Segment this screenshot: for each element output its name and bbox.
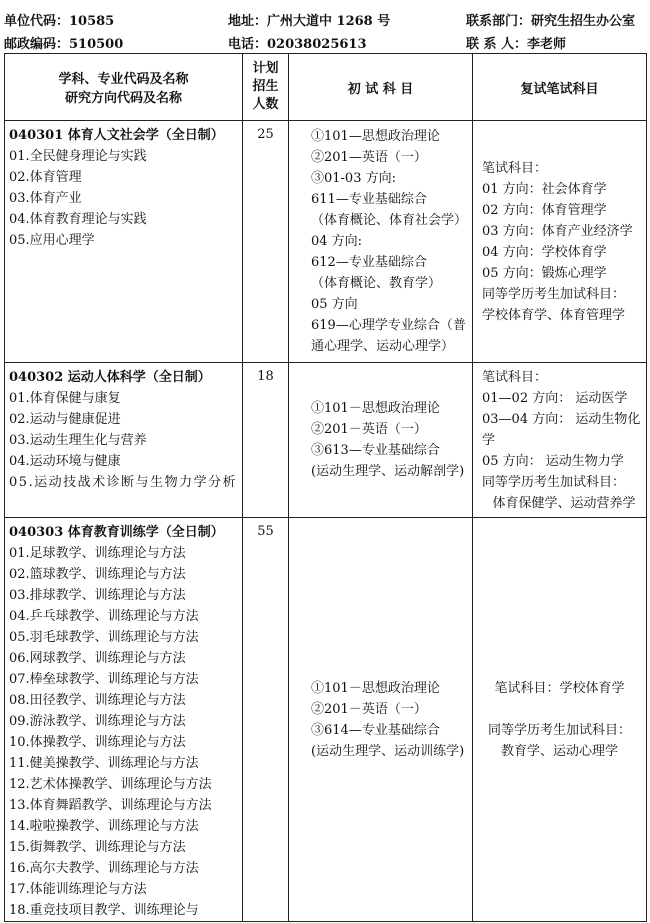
retest-item: 笔试科目：学校体育学 [494,680,625,696]
exam-item: （体育概论、教育学） [311,276,442,291]
contact-person: 联 系 人：李老师 [466,37,567,52]
address: 地址：广州大道中 1268 号 [228,14,391,29]
direction-item: 03.运动生理生化与营养 [9,433,147,448]
direction-item: 02.篮球教学、训练理论与方法 [9,567,186,582]
contact-department: 联系部门：研究生招生办公室 [466,14,636,29]
col-header-quota-line2: 招生 [252,79,279,94]
direction-item: 01.体育保健与康复 [9,391,121,406]
exam-item: 619—心理学专业综合（普 [311,318,466,333]
retest-item: 笔试科目： [482,369,548,385]
retest-item: 学校体育学、体育管理学 [482,307,626,323]
retest-item: 同等学历考生加试科目： [487,722,631,738]
major-title: 040301 体育人文社会学（全日制） [9,128,224,143]
direction-item: 05.应用心理学 [9,233,95,248]
admissions-table [4,53,647,922]
direction-item: 02.体育管理 [9,170,82,185]
retest-item: 05 方向：锻炼心理学 [482,265,607,281]
retest-item: 01—02 方向： 运动医学 [482,390,628,406]
exam-item: 612—专业基础综合 [311,255,427,270]
exam-item: ③614—专业基础综合 [311,722,440,738]
table-row [5,518,647,922]
direction-item: 12.艺术体操教学、训练理论与方法 [9,777,212,792]
direction-item: 16.高尔夫教学、训练理论与方法 [9,861,199,876]
direction-item: 04.体育教育理论与实践 [9,212,147,227]
exam-item: ③613—专业基础综合 [311,443,440,458]
direction-item: 13.体育舞蹈教学、训练理论与方法 [9,798,212,813]
direction-item: 03.排球教学、训练理论与方法 [9,588,186,603]
direction-item: 08.田径教学、训练理论与方法 [9,693,186,708]
direction-item: 10.体操教学、训练理论与方法 [9,735,186,750]
direction-item: 11.健美操教学、训练理论与方法 [9,756,199,771]
col-header-retest: 复试笔试科目 [473,54,647,121]
exam-item: ②201—英语（一） [311,150,427,165]
retest-cell [473,121,647,363]
exam-item: ①101－思想政治理论 [311,680,440,696]
retest-item: 02 方向：体育管理学 [482,202,607,218]
col-header-quota [243,54,289,121]
exam-item: 04 方向: [311,234,363,249]
direction-item: 07.棒垒球教学、训练理论与方法 [9,672,199,687]
major-cell [5,363,243,518]
direction-item: 14.啦啦操教学、训练理论与方法 [9,819,199,834]
major-title: 040302 运动人体科学（全日制） [9,370,211,385]
exam-cell [289,121,473,363]
quota-value: 25 [257,127,274,142]
retest-item: 05 方向： 运动生物力学 [482,453,624,469]
quota-cell [243,518,289,922]
direction-item: 01.足球教学、训练理论与方法 [9,546,186,561]
postcode: 邮政编码：510500 [4,37,124,52]
direction-item: 01.全民健身理论与实践 [9,149,147,164]
direction-item: 02.运动与健康促进 [9,412,121,427]
exam-cell [289,363,473,518]
quota-cell [243,363,289,518]
retest-item: 01 方向：社会体育学 [482,181,607,197]
exam-item: 通心理学、运动心理学） [311,339,455,354]
direction-item: 05.羽毛球教学、训练理论与方法 [9,630,199,645]
exam-item: （体育概论、体育社会学） [311,213,468,228]
table-row [5,363,647,518]
col-header-major-line2: 研究方向代码及名称 [64,91,182,106]
col-header-quota-line3: 人数 [252,97,279,112]
major-cell [5,518,243,922]
exam-item: ②201－英语（一） [311,701,427,717]
exam-item: 611—专业基础综合 [311,192,427,207]
retest-cell [473,518,647,922]
col-header-major-line1: 学科、专业代码及名称 [58,72,189,87]
col-header-major [5,54,243,121]
direction-item: 04.运动环境与健康 [9,454,121,469]
retest-item: 体育保健学、运动营养学 [492,495,636,511]
direction-item: 09.游泳教学、训练理论与方法 [9,714,186,729]
retest-item: 04 方向：学校体育学 [482,244,607,260]
direction-item: 18.重竞技项目教学、训练理论与 [9,903,199,918]
retest-item: 同等学历考生加试科目： [482,286,626,302]
exam-cell [289,518,473,922]
unit-code: 单位代码：10585 [4,14,115,29]
exam-item: ①101—思想政治理论 [311,129,440,144]
retest-cell [473,363,647,518]
direction-item: 05.运动技战术诊断与生物力学分析 [9,475,238,490]
table-header-row [5,54,647,121]
retest-item: 03—04 方向： 运动生物化 [482,411,641,427]
table-row [5,121,647,363]
exam-item: (运动生理学、运动训练学) [311,743,465,759]
col-header-quota-line1: 计划 [252,61,279,76]
exam-item: ①101－思想政治理论 [311,401,440,416]
retest-item: 笔试科目： [482,160,548,176]
direction-item: 06.网球教学、训练理论与方法 [9,651,186,666]
exam-item: 05 方向 [311,297,358,312]
retest-item: 学 [482,432,496,448]
retest-item: 03 方向：体育产业经济学 [482,223,633,239]
col-header-exam: 初 试 科 目 [289,54,473,121]
quota-cell [243,121,289,363]
major-cell [5,121,243,363]
quota-value: 55 [257,524,274,539]
direction-item: 04.乒乓球教学、训练理论与方法 [9,609,199,624]
exam-item: ③01-03 方向: [311,171,396,186]
exam-item: (运动生理学、运动解剖学) [311,464,465,479]
phone: 电话：02038025613 [228,37,367,52]
direction-item: 03.体育产业 [9,191,82,206]
major-title: 040303 体育教育训练学（全日制） [9,525,224,540]
exam-item: ②201－英语（一） [311,422,427,437]
retest-item: 同等学历考生加试科目： [482,474,626,490]
direction-item: 17.体能训练理论与方法 [9,882,147,897]
retest-item: 教育学、运动心理学 [500,743,618,759]
quota-value: 18 [257,369,274,384]
direction-item: 15.街舞教学、训练理论与方法 [9,840,186,855]
